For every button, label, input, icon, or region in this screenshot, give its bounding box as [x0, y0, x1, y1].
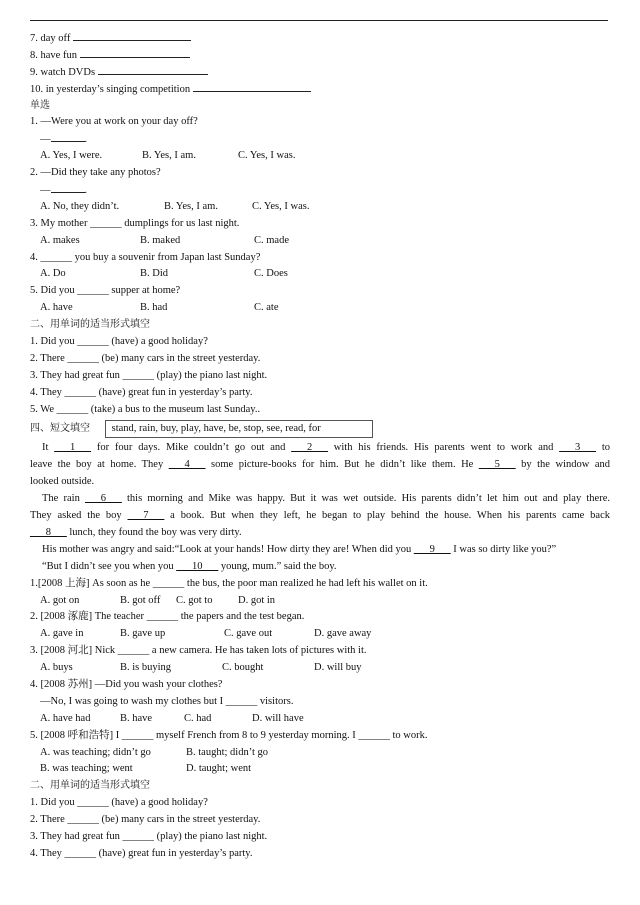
question: 2. —Did they take any photos?: [30, 167, 161, 179]
fill-item: 1. Did you ______ (have) a good holiday?: [30, 336, 208, 348]
fill-item: 3. They had great fun ______ (play) the piano last night.: [30, 369, 268, 381]
options: A. makes B. maked C. made: [40, 234, 289, 246]
question: 5. Did you ______ supper at home?: [30, 285, 181, 297]
question: 4. [2008 苏州] —Did you wash your clothes?: [30, 678, 223, 690]
header-rule: [30, 20, 608, 21]
worksheet: [30, 30, 610, 863]
options: A. got on B. got off C. got to D. got in: [40, 594, 276, 606]
options: A. buys B. is buying C. bought D. will buy: [40, 662, 362, 674]
fill-item: 3. They had great fun ______ (play) the piano last night.: [30, 830, 268, 842]
options: A. have had B. have C. had D. will have: [40, 712, 304, 724]
phrase-item: 10. in yesterday’s singing competition: [30, 81, 610, 98]
phrase-item: 7. day off: [30, 30, 610, 47]
options: A. have B. had C. ate: [40, 302, 279, 314]
phrase-item: 9. watch DVDs: [30, 64, 610, 81]
fill-item: 2. There ______ (be) many cars in the street yesterday.: [30, 352, 261, 364]
question: 3. [2008 河北] Nick ______ a new camera. He has taken lots of pictures with it.: [30, 645, 367, 657]
passage-line: leave the boy at home. They ___4___ some picture-books for him. But he didn’t like them. He ___5___ by the window and: [30, 459, 610, 471]
passage-line: It ___1___ for four days. Mike couldn’t go out and ___2___ with his friends. His parents went to work and ___3___ to: [42, 442, 611, 454]
section-heading: 单选: [30, 99, 50, 111]
options: A. was teaching; didn’t go B. taught; didn’t go: [40, 746, 269, 758]
question: 1. —Were you at work on your day off?: [30, 116, 198, 128]
options: B. was teaching; went D. taught; went: [40, 763, 252, 775]
question: 4. ______ you buy a souvenir from Japan last Sunday?: [30, 251, 261, 263]
passage-line: “But I didn’t see you when you ___10___ young, mum.” said the boy.: [42, 560, 337, 572]
passage-line: The rain ___6___ this morning and Mike was happy. But it was wet outside. His parents didn’t let him out and play there.: [42, 493, 610, 505]
options: A. No, they didn’t. B. Yes, I am. C. Yes, I was.: [40, 200, 310, 212]
section-heading: 二、用单词的适当形式填空: [30, 319, 150, 331]
word-bank: stand, rain, buy, play, have, be, stop, see, read, for: [105, 420, 373, 438]
question: 5. [2008 呼和浩特] I ______ myself French from 8 to 9 yesterday morning. I ______ to work.: [30, 729, 428, 741]
fill-item: 5. We ______ (take) a bus to the museum last Sunday..: [30, 403, 261, 415]
passage-line: ___8___ lunch, they found the boy was very dirty.: [30, 526, 242, 538]
options: A. gave in B. gave up C. gave out D. gave away: [40, 628, 372, 640]
question: 3. My mother ______ dumplings for us last night.: [30, 217, 240, 229]
cloze-heading-row: [30, 418, 610, 440]
question: 2. [2008 涿鹿] The teacher ______ the papers and the test began.: [30, 611, 305, 623]
question-continued: —No, I was going to wash my clothes but I ______ visitors.: [40, 695, 294, 707]
options: A. Yes, I were. B. Yes, I am. C. Yes, I was.: [40, 150, 296, 162]
passage-line: looked outside.: [30, 476, 95, 488]
answer-line: — .: [30, 182, 610, 199]
fill-item: 4. They ______ (have) great fun in yesterday’s party.: [30, 847, 253, 859]
passage-line: His mother was angry and said:“Look at your hands! How dirty they are! When did you ___9___ I was so dirty like you?”: [42, 543, 557, 555]
section-heading: 二、用单词的适当形式填空: [30, 780, 150, 792]
question: 1.[2008 上海] As soon as he ______ the bus, the poor man realized he had left his wallet on it.: [30, 577, 428, 589]
fill-item: 2. There ______ (be) many cars in the street yesterday.: [30, 814, 261, 826]
phrase-item: 8. have fun: [30, 47, 610, 64]
answer-line: — .: [30, 131, 610, 148]
section-heading: 四、短文填空: [30, 423, 90, 435]
options: A. Do B. Did C. Does: [40, 268, 288, 280]
fill-item: 1. Did you ______ (have) a good holiday?: [30, 797, 208, 809]
passage-line: They asked the boy ___7___ a book. But when they left, he began to play behind the house. When his parents came back: [30, 510, 611, 522]
fill-item: 4. They ______ (have) great fun in yesterday’s party.: [30, 386, 253, 398]
